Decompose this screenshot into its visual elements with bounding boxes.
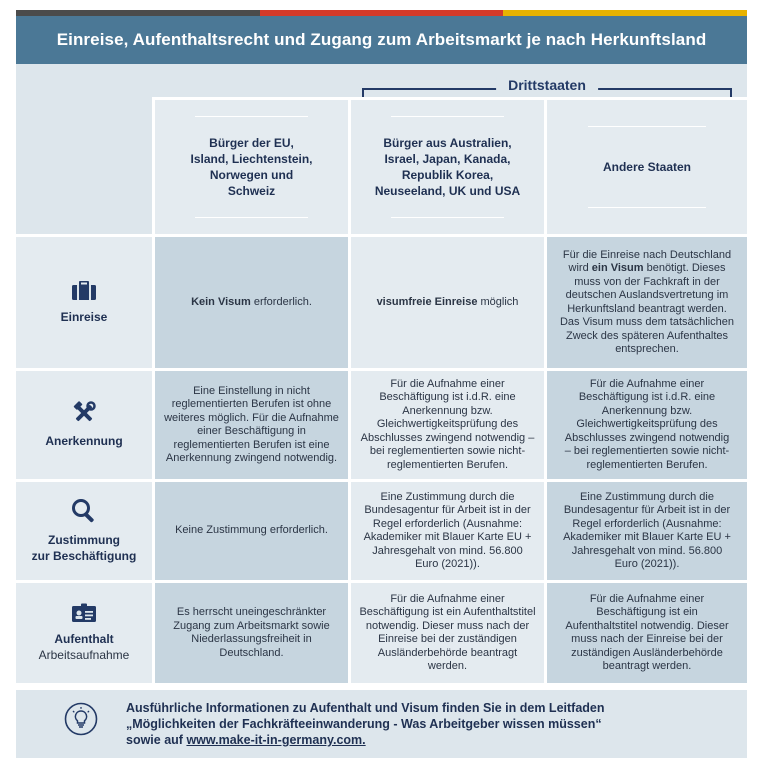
footer-line: „Möglichkeiten der Fachkräfteeinwanderung - Was Arbeitgeber wissen müssen“ — [126, 717, 602, 731]
row-label-aufenthalt: Aufenthalt — [54, 632, 114, 646]
header-rule — [391, 116, 504, 117]
grid-line — [544, 100, 547, 683]
row-label-zustimmung: Zustimmung — [48, 533, 120, 547]
footer-line: Ausführliche Informationen zu Aufenthalt und Visum finden Sie in dem Leitfaden — [126, 701, 605, 715]
column-header-eu — [155, 100, 348, 234]
cell-aufenthalt-eu — [155, 583, 348, 683]
tools-icon — [72, 401, 96, 425]
column-header-privileged-line: Republik Korea, — [401, 168, 494, 182]
cell-text: benötigt. Dieses muss von der Fachkraft in der deutschen Auslandsvertretung im Herkunftsland beantragt werden. Das Visum muss dem tatsächlichen Zweck des späteren Aufenthaltes entsprechen. — [559, 262, 735, 355]
page-title: Einreise, Aufenthaltsrecht und Zugang zum Arbeitsmarkt je nach Herkunftsland — [56, 30, 707, 49]
grid-line — [16, 234, 747, 237]
cell-text: Für die Aufnahme einer Beschäftigung ist ein Aufenthaltstitel notwendig. Dieser muss nach der Einreise bei der zuständigen Ausländerbehörde beantragt werden. — [565, 592, 729, 672]
cell-text: Eine Einstellung in nicht reglementierten Berufen ist ohne weiteres möglich. Für die Aufnahme einer Beschäftigung in reglementierten Berufen ist eine Anerkennung zwingend notwendig. — [164, 384, 339, 464]
column-header-privileged-line: Israel, Japan, Kanada, — [384, 152, 511, 166]
header-rule — [588, 207, 706, 208]
header-rule — [195, 116, 308, 117]
row-header-anerkennung — [16, 371, 152, 479]
cell-aufenthalt-privileged — [351, 583, 544, 683]
title-bar — [16, 16, 747, 64]
grid-line — [16, 580, 747, 583]
make-it-in-germany-link[interactable]: www.make-it-in-germany.com. — [186, 733, 366, 747]
cell-text: möglich — [477, 295, 519, 308]
row-label-anerkennung: Anerkennung — [45, 434, 123, 448]
cell-bold-text: ein Visum — [591, 262, 644, 274]
cell-text: erforderlich. — [250, 295, 312, 308]
cell-text: Für die Aufnahme einer Beschäftigung ist ein Aufenthaltstitel notwendig. Dieser muss nach der Einreise bei der zuständigen Ausländerbehörde beantragt werden. — [359, 592, 536, 672]
cell-bold-text: visumfreie Einreise — [376, 295, 478, 308]
row-label-einreise: Einreise — [60, 309, 108, 324]
info-footer — [16, 690, 747, 758]
column-header-eu-line: Norwegen und — [209, 168, 294, 182]
group-label: Drittstaaten — [496, 77, 598, 93]
column-header-privileged-line: Neuseeland, UK und USA — [374, 184, 521, 198]
magnifier-icon — [71, 498, 97, 524]
cell-text: Für die Aufnahme einer Beschäftigung ist i.d.R. eine Anerkennung bzw. Gleichwertigkeitsprüfung des Abschlusses zwingend notwendig – bei reglementierten sowie nicht-reglementierten Berufen. — [360, 377, 535, 471]
grid-line — [152, 97, 747, 100]
cell-einreise-eu — [155, 237, 348, 368]
row-sublabel-aufenthalt: Arbeitsaufnahme — [38, 648, 130, 662]
column-header-others — [547, 100, 747, 234]
grid-line — [16, 368, 747, 371]
row-header-einreise — [16, 237, 152, 368]
header-rule — [588, 126, 706, 127]
cell-bold-text: Kein Visum — [191, 295, 251, 308]
cell-zustimmung-privileged — [351, 482, 544, 580]
cell-aufenthalt-others — [547, 583, 747, 683]
cell-text: Eine Zustimmung durch die Bundesagentur für Arbeit ist in der Regel erforderlich (Ausnahme: Akademiker mit Blauer Karte EU + Jahresgehalt von mind. 56.800 Euro (2021)). — [363, 490, 532, 570]
lightbulb-icon — [64, 702, 98, 736]
row-header-aufenthalt — [16, 583, 152, 683]
column-header-privileged — [351, 100, 544, 234]
column-header-eu-line: Schweiz — [227, 184, 276, 198]
grid-line — [348, 100, 351, 683]
cell-einreise-others — [547, 237, 747, 368]
cell-anerkennung-others — [547, 371, 747, 479]
cell-text: Für die Aufnahme einer Beschäftigung ist i.d.R. eine Anerkennung bzw. Gleichwertigkeitsprüfung des Abschlusses zwingend notwendig – bei reglementierten sowie nicht-reglementierten Berufen. — [564, 377, 730, 471]
row-label-zustimmung: zur Beschäftigung — [31, 549, 137, 563]
cell-anerkennung-eu — [155, 371, 348, 479]
grid-line — [152, 100, 155, 683]
cell-einreise-privileged — [351, 237, 544, 368]
footer-line: sowie auf — [126, 733, 187, 747]
footer-text — [126, 700, 605, 748]
column-header-others-line: Andere Staaten — [602, 160, 692, 174]
column-header-eu-line: Bürger der EU, — [209, 136, 294, 150]
cell-text: Eine Zustimmung durch die Bundesagentur für Arbeit ist in der Regel erforderlich (Ausnahme: Akademiker mit Blauer Karte EU + Jahresgehalt von mind. 56.800 Euro (2021)). — [563, 490, 731, 570]
suitcase-icon — [71, 281, 97, 301]
cell-text: Für die Einreise nach Deutschland wird — [562, 248, 732, 274]
cell-text: Keine Zustimmung erforderlich. — [175, 524, 328, 537]
column-header-privileged-line: Bürger aus Australien, — [383, 136, 512, 150]
cell-zustimmung-others — [547, 482, 747, 580]
grid-line — [16, 479, 747, 482]
cell-zustimmung-eu — [155, 482, 348, 580]
header-rule — [391, 217, 504, 218]
row-header-zustimmung — [16, 482, 152, 580]
header-rule — [195, 217, 308, 218]
drittstaaten-bracket — [362, 77, 732, 96]
id-card-icon — [71, 603, 97, 623]
cell-text: Es herrscht uneingeschränkter Zugang zum Arbeitsmarkt sowie Niederlassungsfreiheit in Deutschland. — [173, 606, 330, 659]
column-header-eu-line: Island, Liechtenstein, — [190, 152, 313, 166]
cell-anerkennung-privileged — [351, 371, 544, 479]
grid-line — [16, 683, 747, 690]
